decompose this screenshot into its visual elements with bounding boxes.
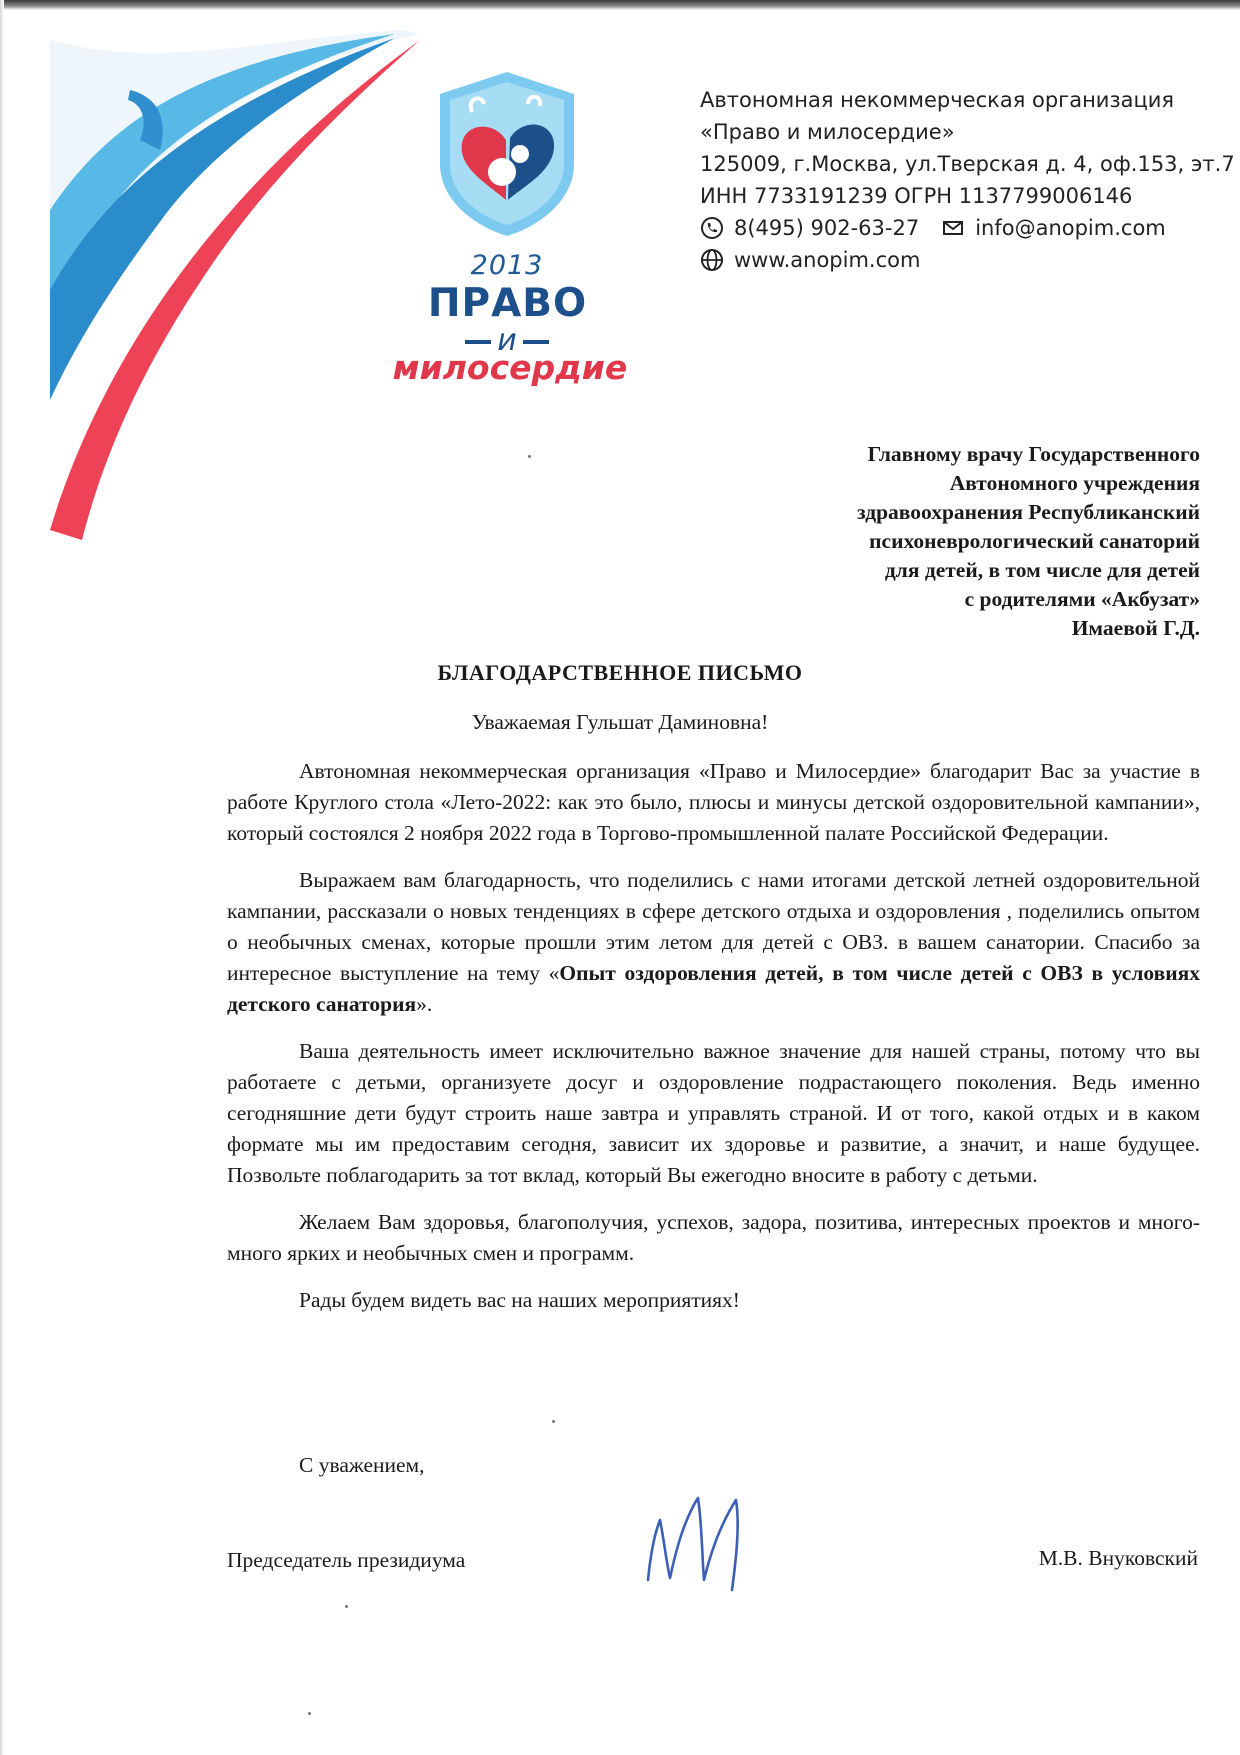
org-name-line2: «Право и милосердие» xyxy=(700,120,955,144)
paragraph-1: Автономная некоммерческая организация «Право и Милосердие» благодарит Вас за участие в работе Круглого стола «Лето-2022: как это было, плюсы и минусы детской оздоровительной кампании», который состоялся 2 ноября 2022 года в Торгово-промышленной палате Российской Федерации. xyxy=(227,759,1200,845)
scan-speck xyxy=(552,1420,555,1423)
closing: С уважением, xyxy=(299,1453,425,1477)
paragraph-5: Рады будем видеть вас на наших мероприятиях! xyxy=(299,1288,740,1312)
addressee-line: Имаевой Г.Д. xyxy=(1071,616,1200,640)
addressee-line: с родителями «Акбузат» xyxy=(964,587,1200,611)
handwritten-signature xyxy=(640,1480,750,1600)
addressee-line: здравоохранения Республиканский xyxy=(856,500,1200,524)
globe-icon xyxy=(700,248,724,272)
logo-title-miloserdie: милосердие xyxy=(392,348,628,387)
org-website[interactable]: www.anopim.com xyxy=(734,248,921,272)
org-address: 125009, г.Москва, ул.Тверская д. 4, оф.153, эт.7 xyxy=(700,152,1235,176)
logo-title-pravo: ПРАВО xyxy=(427,281,588,326)
addressee-line: Автономного учреждения xyxy=(949,471,1200,495)
addressee-block xyxy=(640,440,1200,643)
talk-topic: Опыт оздоровления детей, в том числе детей с ОВЗ в условиях детского санатория xyxy=(227,961,1201,1016)
addressee-line: Главному врачу Государственного xyxy=(867,442,1200,466)
salutation: Уважаемая Гульшат Даминовна! xyxy=(471,710,769,734)
org-phone[interactable]: 8(495) 902-63-27 xyxy=(734,216,920,240)
website-row xyxy=(700,244,1220,276)
letter-body xyxy=(227,756,1200,1332)
paragraph-3: Ваша деятельность имеет исключительно важное значение для нашей страны, потому что вы работаете с детьми, организуете досуг и оздоровление подрастающего поколения. Ведь именно сегодняшние дети будут строить наше завтра и управлять страной. И от того, какой отдых и в каком формате мы им предоставим сегодня, зависит их здоровье и развитие, а значит, и наше будущее. Позвольте поблагодарить за тот вклад, который Вы ежегодно вносите в работу с детьми. xyxy=(227,1039,1200,1187)
phone-icon xyxy=(700,216,724,240)
scan-speck xyxy=(308,1712,311,1715)
decorative-ribbons xyxy=(0,0,480,560)
contact-row xyxy=(700,212,1220,244)
org-email[interactable]: info@anopim.com xyxy=(975,216,1166,240)
document-title: БЛАГОДАРСТВЕННОЕ ПИСЬМО xyxy=(437,660,803,685)
scan-speck xyxy=(345,1605,348,1608)
addressee-line: для детей, в том числе для детей xyxy=(884,558,1200,582)
envelope-icon xyxy=(941,216,965,240)
scan-speck xyxy=(528,455,531,458)
org-registry: ИНН 7733191239 ОГРН 1137799006146 xyxy=(700,184,1133,208)
logo-conjunction: и xyxy=(432,323,582,358)
signatory-position: Председатель президиума xyxy=(227,1548,466,1572)
logo-heart-shield-icon xyxy=(432,68,582,238)
org-name-line1: Автономная некоммерческая организация xyxy=(700,88,1175,112)
paragraph-4: Желаем Вам здоровья, благополучия, успехов, задора, позитива, интересных проектов и много-много ярких и необычных смен и программ. xyxy=(227,1210,1200,1265)
addressee-line: психоневрологический санаторий xyxy=(869,529,1200,553)
organization-details xyxy=(700,84,1235,276)
signatory-name: М.В. Внуковский xyxy=(1038,1546,1198,1570)
paragraph-2: Выражаем вам благодарность, что поделились с нами итогами детской летней оздоровительной кампании, рассказали о новых тенденциях в сфере детского отдыха и оздоровления , поделились опытом о необычных сменах, которые прошли этим летом для детей с ОВЗ. в вашем санатории. Спасибо за интересное выступление на тему «Опыт оздоровления детей, в том числе детей с ОВЗ в условиях детского санатория». xyxy=(227,868,1201,1016)
logo-year: 2013 xyxy=(470,250,544,281)
